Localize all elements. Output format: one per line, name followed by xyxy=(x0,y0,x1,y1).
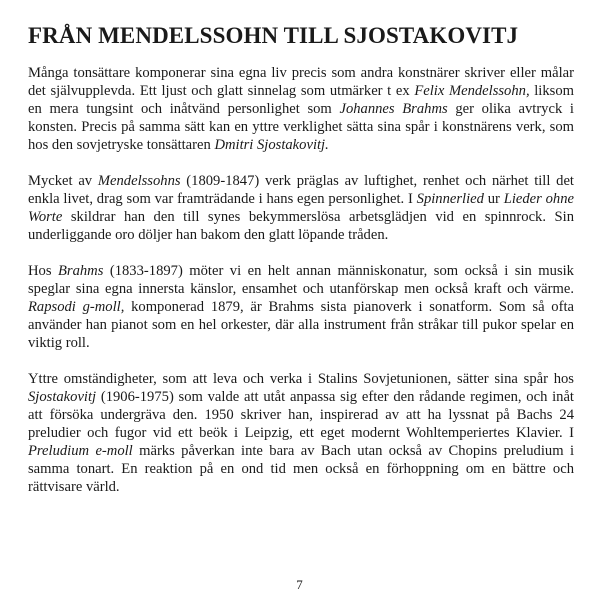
paragraph xyxy=(28,64,574,154)
page-title: FRÅN MENDELSSOHN TILL SJOSTAKOVITJ xyxy=(28,23,519,48)
paragraph xyxy=(28,370,574,496)
text-run: (1809-1847) verk präglas av luftighet, renhet och närhet till det enkla livet, drag som var framträdande i hans egen personlighet. I xyxy=(28,173,574,207)
italic-text: Felix Mendelssohn, xyxy=(414,83,530,99)
page-number: 7 xyxy=(296,577,303,592)
text-run: Mycket av xyxy=(28,173,98,189)
italic-text: Johannes Brahms xyxy=(339,101,448,117)
text-run: märks påverkan inte bara av Bach utan också av Chopins preludium i samma tonart. En reaktion på en ond tid men också en förhoppning om en bättre och rättvisare värld. xyxy=(28,443,574,495)
text-run: ur xyxy=(483,191,504,207)
text-run: Hos xyxy=(28,263,58,279)
text-run: komponerad 1879, är Brahms sista pianoverk i sonatform. Som så ofta använder han pianot som en hel orkester, där alla instrument från stråkar till pukor spelar en viktig roll. xyxy=(28,299,574,351)
italic-text: Spinnerlied xyxy=(416,191,484,207)
italic-text: Sjostakovitj xyxy=(28,389,97,405)
italic-text: Dmitri Sjostakovitj. xyxy=(214,137,329,153)
italic-text: Mendelssohns xyxy=(97,173,181,189)
text-run: (1833-1897) möter vi en helt annan människonatur, som också i sin musik speglar sina egna innersta känslor, ensamhet och utanförskap men också kraft och värme. xyxy=(28,263,574,297)
italic-text: Lieder ohne Worte xyxy=(28,191,574,225)
paragraph xyxy=(28,262,574,352)
italic-text: Rapsodi g-moll, xyxy=(28,299,125,315)
body-text xyxy=(28,64,574,496)
document-page xyxy=(28,22,574,514)
text-run: ger olika avtryck i konsten. Precis på samma sätt kan en yttre verklighet sätta sina spår i konstnärens verk, som hos den sovjetryske tonsättaren xyxy=(28,101,574,153)
text-run: (1906-1975) som valde att utåt anpassa sig efter den rådande regimen, och inåt att försöka undergräva den. 1950 skriver han, inspirerad av att ha lyssnat på Bachs 24 preludier och fugor vid ett beök i Leipzig, ett eget modernt Wohltemperiertes Klavier. I xyxy=(28,389,574,441)
text-run: liksom en mera tungsint och inåtvänd personlighet som xyxy=(28,83,574,117)
italic-text: Brahms xyxy=(57,263,104,279)
italic-text: Preludium e-moll xyxy=(28,443,133,459)
paragraph xyxy=(28,172,574,244)
text-run: Yttre omständigheter, som att leva och verka i Stalins Sovjetunionen, sätter sina spår hos xyxy=(28,371,574,387)
text-run: Många tonsättare komponerar sina egna liv precis som andra konstnärer skriver eller målar det självupplevda. Ett ljust och glatt sinnelag som utmärker t ex xyxy=(28,65,574,99)
text-run: skildrar han den till synes bekymmerslösa arbetsglädjen vid en spinnrock. Sin underliggande oro döljer han bakom den glatt löpande tråden. xyxy=(28,209,574,243)
